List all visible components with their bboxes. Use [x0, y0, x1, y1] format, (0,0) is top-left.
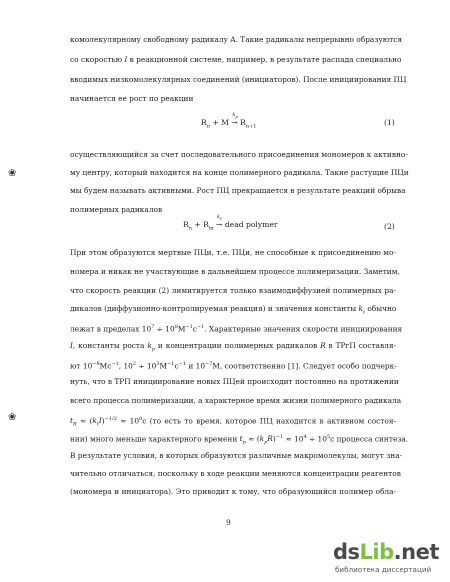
text-line: $t_R \approx (k_tI)^{-1/2} \approx 10^0c$ (то есть то время, которое ПЦ находится в активном состоя- [70, 416, 396, 428]
margin-bullet: ❀ [8, 412, 17, 423]
text-line: ют $10^{-8}Mc^{-1}$, $10^2 \div 10^3M^{-1}c^{-1}$ и $10^{-7}M$, соответственно [1]. Следует особо подчерк- [70, 361, 397, 371]
text-line: При этом образуются мертвые ПЦи, т.е. ПЦи, не способные к присоединению мо- [70, 248, 396, 257]
margin-bullet: ❀ [8, 168, 17, 179]
text-line: В результате условия, в которых образуются различные макромолекулы, могут зна- [70, 451, 403, 460]
equation-number-2: (2) [384, 222, 395, 231]
text-line: мы будем называть активными. Рост ПЦ прекращается в результате реакций обрыва [70, 186, 406, 195]
page-number: 9 [226, 518, 231, 527]
text-line: номера и никак не участвующие в дальнейшем процессе полимеризации. Заметим, [70, 267, 400, 276]
equation-1: $R_n + M$ → $k_p$ $R_{n+1}$ [201, 112, 257, 130]
equation-number-1: (1) [384, 118, 395, 127]
dslib-logo[interactable] [333, 538, 445, 578]
text-line: лежат в пределах $10^7 \div 10^8M^{-1}c^{-1}$. Характерные значения скорости инициирования [70, 324, 403, 334]
equation-2: $R_n + R_m$ → $k_t$ dead polymer [183, 214, 278, 232]
text-line: всего процесса полимеризации, а характерное время жизни полимерного радикала [70, 396, 402, 405]
text-line: (мономера и инициатора). Это приводит к тому, что образующийся полимер обла- [70, 487, 396, 496]
text-line: осуществляющийся за счет последовательного присоединения мономеров к активно- [70, 150, 408, 159]
text-line: начинается ее рост по реакции [70, 94, 194, 103]
text-line: что скорость реакции (2) лимитируется только взаимодиффузией полимерных ра- [70, 286, 396, 295]
text-line: чительно отличаться, поскольку в ходе реакции меняются концентрации реагентов [70, 469, 401, 478]
text-line: полимерных радикалов [70, 205, 163, 214]
text-line: комолекулярному свободному радикалу A. Такие радикалы непрерывно образуются [70, 35, 403, 44]
text-line: му центру, который находится на конце полимерного радикала. Такие растущие ПЦи [70, 168, 409, 177]
text-line: со скоростью I в реакционной системе, например, в результате распада специально [70, 55, 402, 64]
text-line: I, константы роста $k_p$ и концентрации полимерных радикалов R в ТРгП составля- [70, 341, 396, 353]
logo-text-ds: ds [333, 540, 360, 564]
logo-subtitle: библиотека диссертаций [335, 565, 432, 574]
text-line: нии) много меньше характерного времени $t_p \approx (k_pR)^{-1} \approx 10^4 \div 10^5c$ процесса синтеза. [70, 434, 409, 446]
text-line: дикалов (диффузионно-контролируемая реакция) и значения константы $k_t$ обычно [70, 304, 397, 316]
logo-wordmark [333, 540, 439, 564]
text-line: нуть, что в ТРП инициирование новых ПЦей происходит постоянно на протяжении [70, 377, 399, 386]
text-line: вводимых низкомолекулярных соединений (инициаторов). После инициирования ПЦ [70, 75, 407, 84]
logo-text-lib: Lib [359, 540, 394, 564]
logo-text-net: .net [393, 540, 439, 564]
